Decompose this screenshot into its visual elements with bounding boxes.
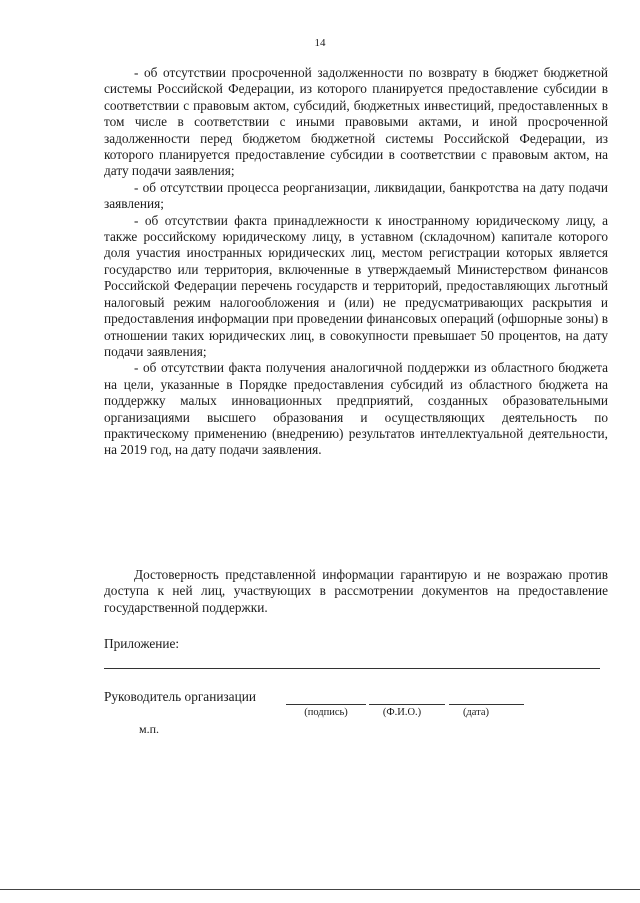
paragraph-no-reorganization: - об отсутствии процесса реорганизации, ликвидации, банкротства на дату подачи заявления; [104,179,608,212]
name-line [369,704,445,705]
signature-line [286,704,366,705]
paragraph-no-foreign-ownership: - об отсутствии факта принадлежности к иностранному юридическому лицу, а также российскому юридическому лицу, в уставном (складочном) капитале которого доля участия иностранных юридических лиц, местом регистрации которых является государство или территория, включенные в утверждаемый Министерством финансов Российской Федерации перечень государств и территорий, предоставляющих льготный налоговый режим налогообложения и (или) не предусматривающих раскрытия и предоставления информации при проведении финансовых операций (офшорные зоны) в отношении таких юридических лиц, в совокупности превышает 50 процентов, на дату подачи заявления; [104,212,608,359]
date-caption: (дата) [462,707,490,718]
stamp-label: м.п. [139,722,160,736]
guarantee-statement: Достоверность представленной информации гарантирую и не возражаю против доступа к ней лиц, участвующих в рассмотрении документов на предоставление государственной поддержки. [104,567,608,615]
paragraph-no-similar-support: - об отсутствии факта получения аналогичной поддержки из областного бюджета на цели, указанные в Порядке предоставления субсидий из областного бюджета на поддержку малых инновационных предприятий, созданных образовательными организациями высшего образования и осуществляющих деятельность по практическому применению (внедрению) результатов интеллектуальной деятельности, на 2019 год, на дату подачи заявления. [104,360,608,458]
document-body [104,65,608,459]
signature-caption: (подпись) [304,707,348,718]
paragraph-no-overdue-debt: - об отсутствии просроченной задолженности по возврату в бюджет бюджетной системы Российской Федерации, из которого планируется предоставление субсидии в соответствии с правовым актом, субсидий, бюджетных инвестиций, предоставленных в том числе в соответствии с иными правовыми актами, и иной просроченной задолженности перед бюджетом бюджетной системы Российской Федерации, из которого планируется предоставление субсидии в соответствии с правовым актом, на дату подачи заявления; [104,65,608,179]
page-bottom-edge [0,889,640,890]
signatory-label: Руководитель организации [104,689,256,704]
page-number: 14 [314,37,326,49]
appendix-label: Приложение: [104,636,180,651]
appendix-line [104,668,600,669]
date-line [449,704,524,705]
name-caption: (Ф.И.О.) [382,707,422,718]
